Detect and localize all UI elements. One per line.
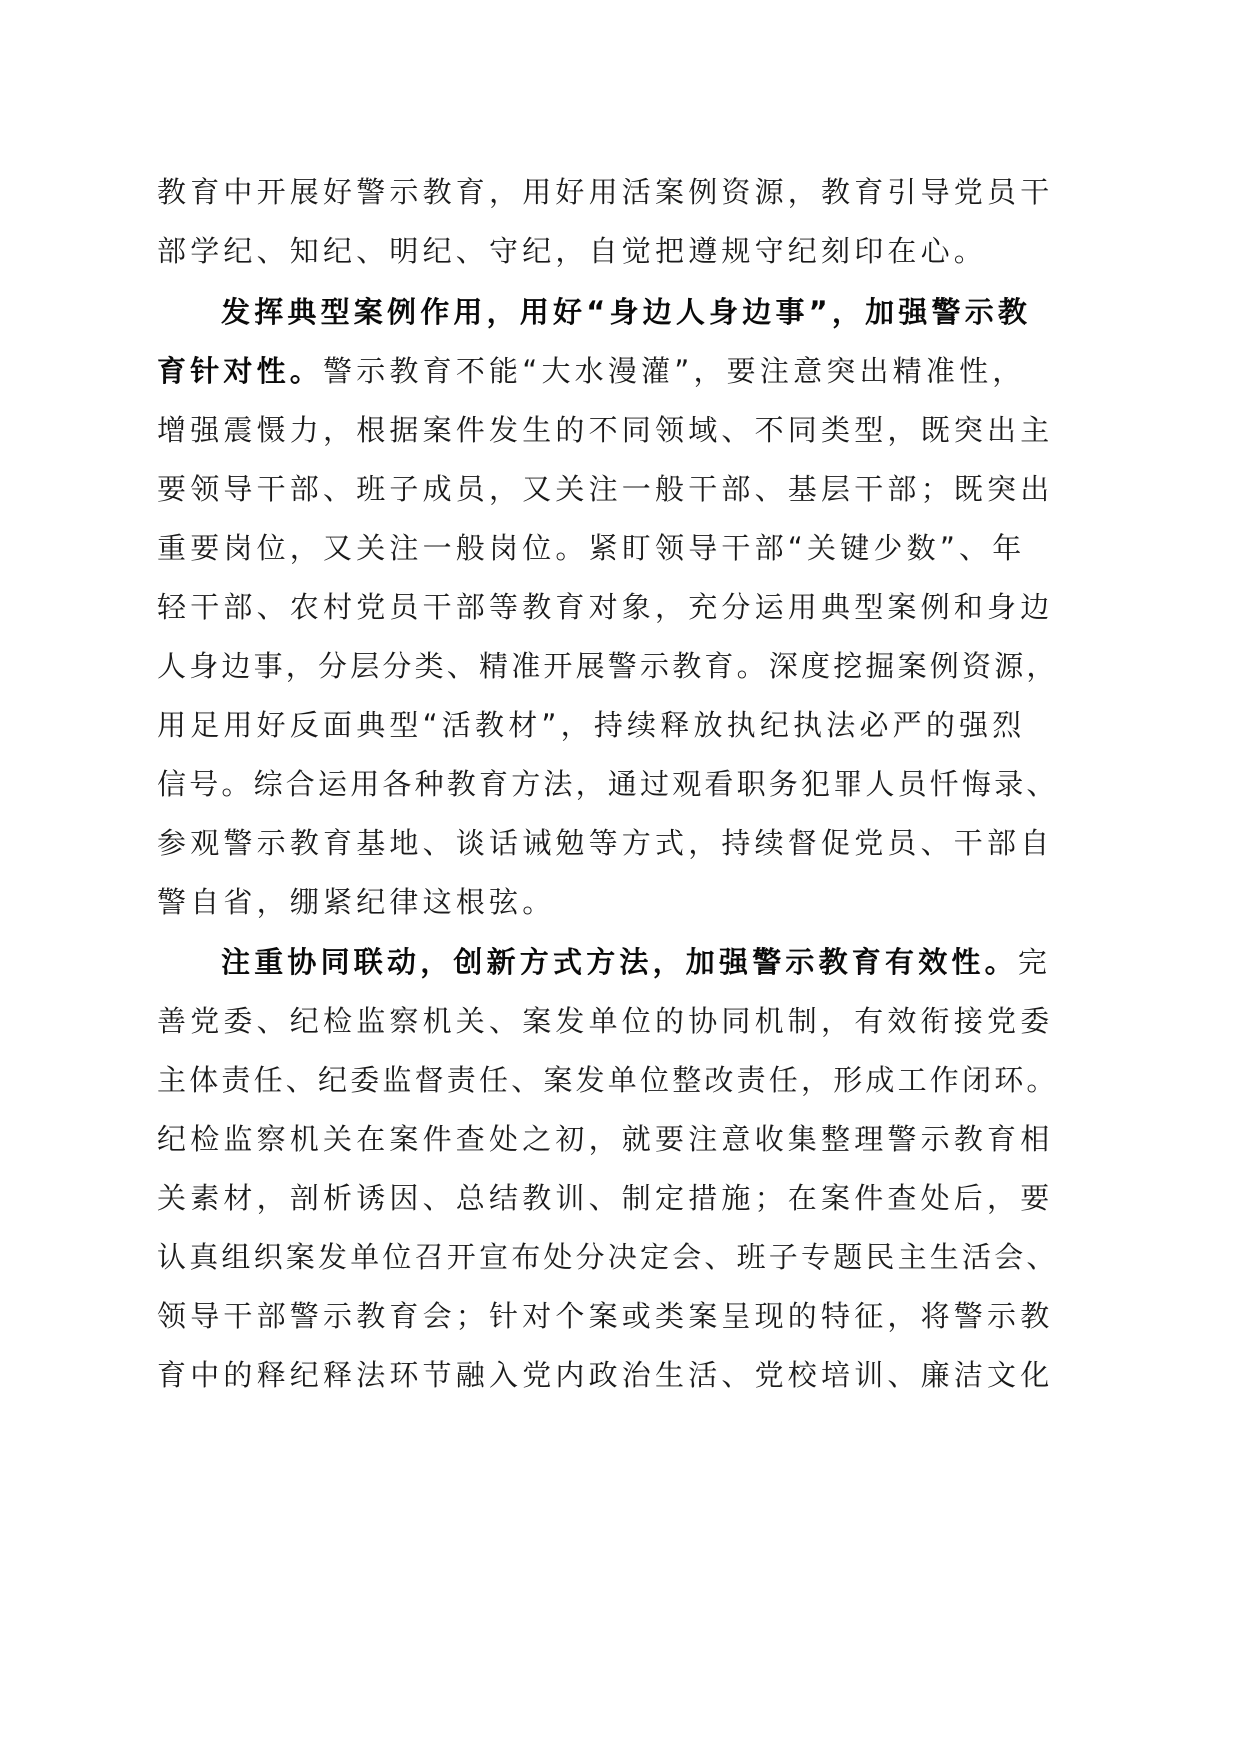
paragraph-heading: 发挥典型案例作用，用好“身边人身边事”，加强警示教 bbox=[221, 295, 1032, 329]
body-text: 纪检监察机关在案件查处之初，就要注意收集整理警示教育相 bbox=[157, 1122, 1054, 1156]
paragraph-heading: 注重协同联动，创新方式方法，加强警示教育有效性。 bbox=[221, 945, 1018, 979]
body-text: 善党委、纪检监察机关、案发单位的协同机制，有效衔接党委 bbox=[157, 1004, 1054, 1038]
body-text: 增强震慑力，根据案件发生的不同领域、不同类型，既突出主 bbox=[157, 413, 1054, 447]
body-text: 完 bbox=[1017, 945, 1052, 979]
paragraph-2-line-3 bbox=[157, 400, 1087, 460]
paragraph-2-line-1 bbox=[221, 282, 1087, 342]
paragraph-3-line-5 bbox=[157, 1168, 1087, 1228]
body-text: 育中的释纪释法环节融入党内政治生活、党校培训、廉洁文化 bbox=[157, 1358, 1054, 1392]
paragraph-heading: 育针对性。 bbox=[157, 354, 324, 388]
paragraph-3-line-4 bbox=[157, 1109, 1087, 1169]
body-text: 警自省，绷紧纪律这根弦。 bbox=[157, 885, 556, 919]
body-text: 领导干部警示教育会；针对个案或类案呈现的特征，将警示教 bbox=[157, 1299, 1054, 1333]
body-text: 参观警示教育基地、谈话诫勉等方式，持续督促党员、干部自 bbox=[157, 826, 1054, 860]
paragraph-2-line-7 bbox=[157, 636, 1087, 696]
paragraph-2-line-5 bbox=[157, 518, 1087, 578]
body-text: 轻干部、农村党员干部等教育对象，充分运用典型案例和身边 bbox=[157, 590, 1054, 624]
paragraph-3-line-6 bbox=[157, 1227, 1087, 1287]
body-text: 用足用好反面典型“活教材”，持续释放执纪执法必严的强烈 bbox=[157, 708, 1026, 742]
paragraph-2-line-2 bbox=[157, 341, 1087, 401]
body-text: 警示教育不能“大水漫灌”，要注意突出精准性， bbox=[323, 354, 1026, 388]
body-text: 要领导干部、班子成员，又关注一般干部、基层干部；既突出 bbox=[157, 472, 1054, 506]
body-text: 信号。综合运用各种教育方法，通过观看职务犯罪人员忏悔录、 bbox=[157, 767, 1059, 801]
paragraph-2-line-6 bbox=[157, 577, 1087, 637]
paragraph-2-line-10 bbox=[157, 813, 1087, 873]
body-text: 重要岗位，又关注一般岗位。紧盯领导干部“关键少数”、年 bbox=[157, 531, 1026, 565]
body-text: 人身边事，分层分类、精准开展警示教育。深度挖掘案例资源， bbox=[157, 649, 1059, 683]
paragraph-2-line-8 bbox=[157, 695, 1087, 755]
paragraph-3-line-3 bbox=[157, 1050, 1087, 1110]
body-text: 教育中开展好警示教育，用好用活案例资源，教育引导党员干 bbox=[157, 175, 1054, 209]
body-text: 主体责任、纪委监督责任、案发单位整改责任，形成工作闭环。 bbox=[157, 1063, 1059, 1097]
paragraph-3-line-7 bbox=[157, 1286, 1087, 1346]
paragraph-2-line-9 bbox=[157, 754, 1087, 814]
paragraph-1-line-2 bbox=[157, 221, 1087, 281]
paragraph-2-line-11 bbox=[157, 872, 1087, 932]
body-text: 部学纪、知纪、明纪、守纪，自觉把遵规守纪刻印在心。 bbox=[157, 234, 988, 268]
paragraph-1-line-1 bbox=[157, 162, 1087, 222]
paragraph-2-line-4 bbox=[157, 459, 1087, 519]
paragraph-3-line-2 bbox=[157, 991, 1087, 1051]
paragraph-3-line-1 bbox=[221, 932, 1087, 992]
body-text: 关素材，剖析诱因、总结教训、制定措施；在案件查处后，要 bbox=[157, 1181, 1054, 1215]
paragraph-3-line-8 bbox=[157, 1345, 1087, 1405]
body-text: 认真组织案发单位召开宣布处分决定会、班子专题民主生活会、 bbox=[157, 1240, 1059, 1274]
